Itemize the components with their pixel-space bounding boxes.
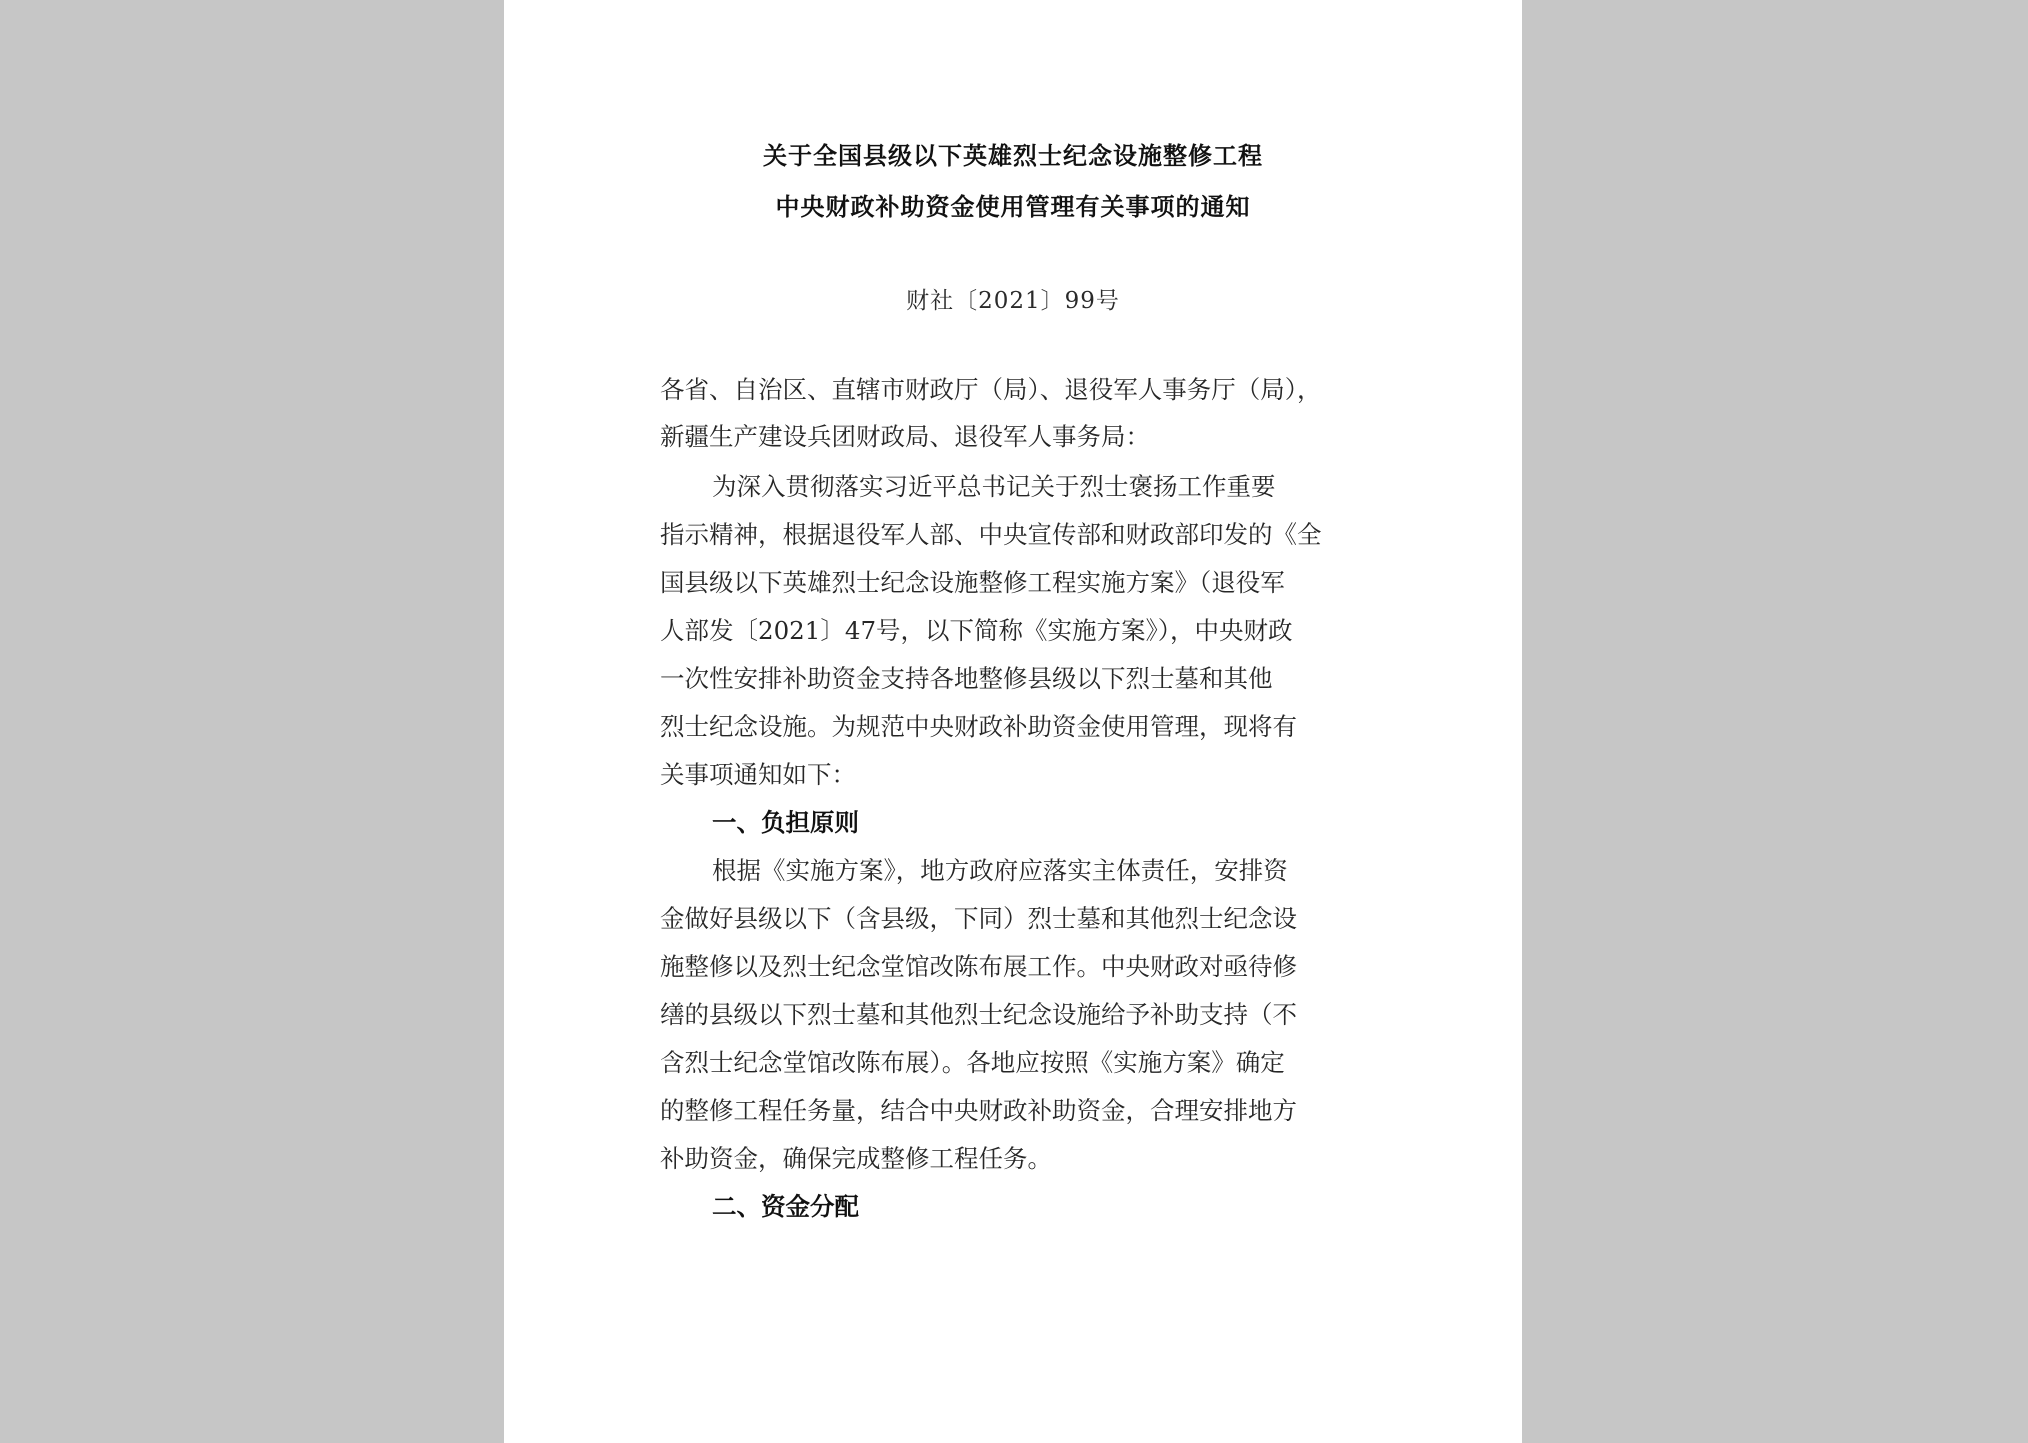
recipient-line: 新疆生产建设兵团财政局、退役军人事务局： (660, 422, 1150, 451)
section-heading: 一、负担原则 (712, 808, 859, 837)
paragraph-line: 补助资金，确保完成整修工程任务。 (660, 1144, 1052, 1173)
paragraph-line: 的整修工程任务量，结合中央财政补助资金，合理安排地方 (660, 1096, 1297, 1125)
paragraph-line: 含烈士纪念堂馆改陈布展）。各地应按照《实施方案》确定 (660, 1048, 1285, 1077)
paragraph-line: 烈士纪念设施。为规范中央财政补助资金使用管理，现将有 (660, 712, 1297, 741)
paragraph-line: 金做好县级以下（含县级，下同）烈士墓和其他烈士纪念设 (660, 904, 1297, 933)
paragraph-line: 一次性安排补助资金支持各地整修县级以下烈士墓和其他 (660, 664, 1273, 693)
paragraph-line: 人部发〔2021〕47号，以下简称《实施方案》），中央财政 (660, 616, 1293, 645)
recipient-line: 各省、自治区、直辖市财政厅（局）、退役军人事务厅（局）， (660, 375, 1322, 404)
paragraph-line: 施整修以及烈士纪念堂馆改陈布展工作。中央财政对亟待修 (660, 952, 1297, 981)
paragraph-line: 为深入贯彻落实习近平总书记关于烈士褒扬工作重要 (712, 472, 1276, 501)
paragraph-line: 国县级以下英雄烈士纪念设施整修工程实施方案》（退役军 (660, 568, 1285, 597)
document-title-line-2: 中央财政补助资金使用管理有关事项的通知 (775, 193, 1251, 221)
document-page (504, 0, 1522, 1443)
paragraph-line: 关事项通知如下： (660, 760, 856, 789)
document-title-line-1: 关于全国县级以下英雄烈士纪念设施整修工程 (763, 142, 1263, 170)
section-heading: 二、资金分配 (712, 1192, 859, 1221)
paragraph-line: 根据《实施方案》，地方政府应落实主体责任，安排资 (712, 856, 1288, 885)
paragraph-line: 缮的县级以下烈士墓和其他烈士纪念设施给予补助支持（不 (660, 1000, 1297, 1029)
paragraph-line: 指示精神，根据退役军人部、中央宣传部和财政部印发的《全 (660, 520, 1322, 549)
document-number: 财社〔2021〕99号 (906, 288, 1120, 314)
